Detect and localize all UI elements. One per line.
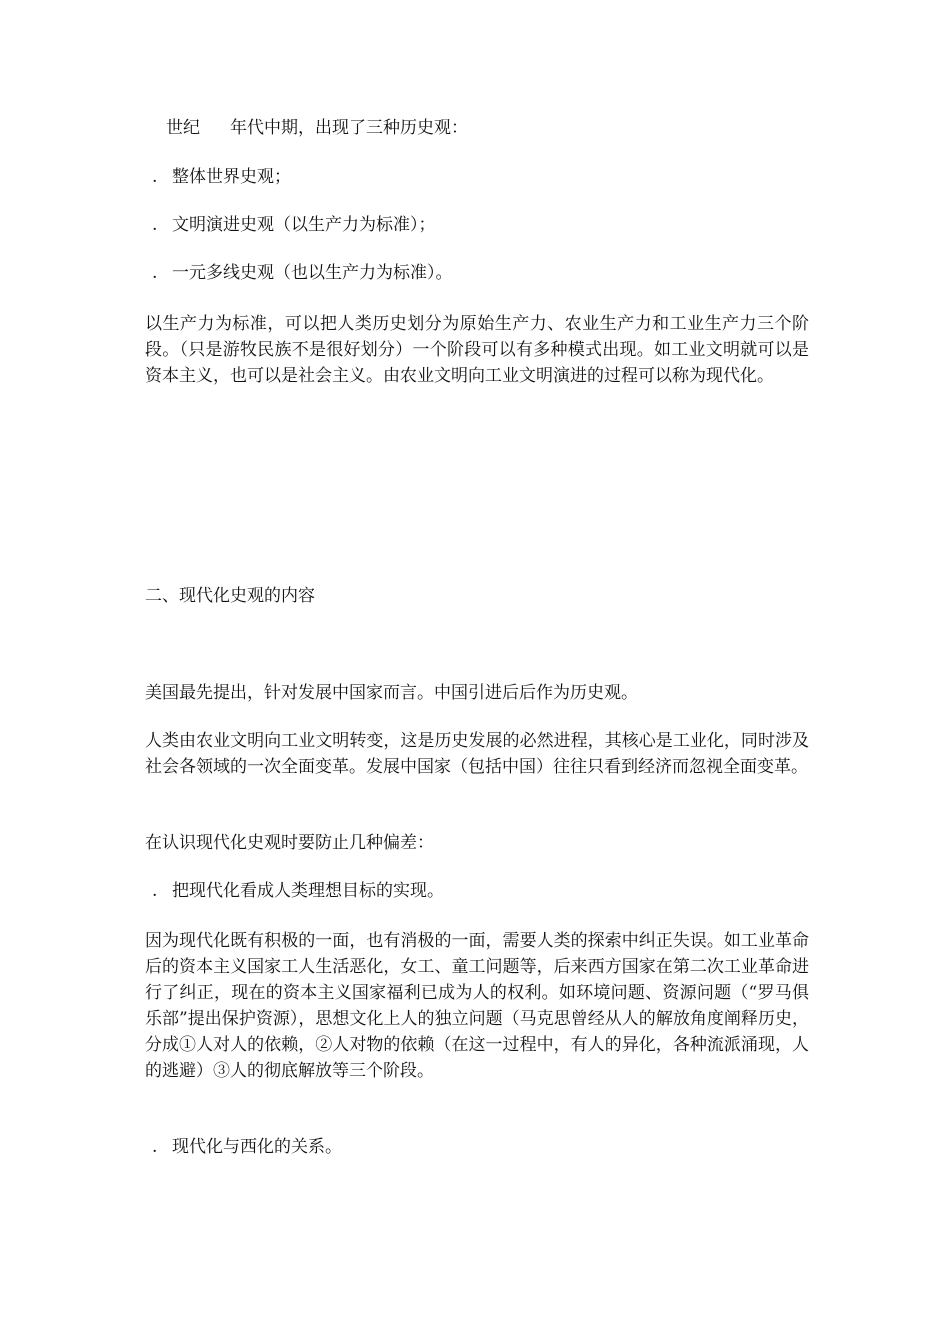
- list-item: [152, 260, 453, 286]
- paragraph-origin: 美国最先提出，针对发展中国家而言。中国引进后后作为历史观。: [145, 683, 638, 703]
- list-marker: .: [152, 263, 158, 283]
- list-item-text: 整体世界史观；: [172, 167, 291, 187]
- intro-part1: 世纪: [166, 118, 200, 138]
- paragraph-transition: 人类由农业文明向工业文明转变，这是历史发展的必然进程，其核心是工业化，同时涉及社会各领域的一次全面变革。发展中国家（包括中国）往往只看到经济而忽视全面变革。: [145, 731, 809, 777]
- list-item-text: 文明演进史观（以生产力为标准）；: [172, 215, 436, 235]
- list-item-text: 一元多线史观（也以生产力为标准）。: [172, 263, 453, 283]
- intro-part2: 年代中期，出现了三种历史观：: [230, 118, 468, 138]
- list-marker: .: [152, 1137, 158, 1157]
- intro-line: [166, 115, 468, 141]
- list-item: [152, 212, 436, 238]
- list-item: [152, 878, 444, 904]
- list-marker: .: [152, 215, 158, 235]
- list-item-text: 现代化与西化的关系。: [172, 1137, 342, 1157]
- list-marker: .: [152, 167, 158, 187]
- paragraph-deviations-intro: 在认识现代化史观时要防止几种偏差：: [145, 833, 434, 853]
- paragraph-explanation: 因为现代化既有积极的一面，也有消极的一面，需要人类的探索中纠正失误。如工业革命后的资本主义国家工人生活恶化，女工、童工问题等，后来西方国家在第二次工业革命进行了纠正，现在的资本主义国家福利已成为人的权利。如环境问题、资源问题（“罗马俱乐部”提出保护资源），思想文化上人的独立问题（马克思曾经从人的解放角度阐释历史，分成①人对人的依赖，②人对物的依赖（在这一过程中，有人的异化，各种流派涌现，人的逃避）③人的彻底解放等三个阶段。: [145, 931, 809, 1081]
- list-item: [152, 1134, 342, 1160]
- list-marker: .: [152, 881, 158, 901]
- list-item-text: 把现代化看成人类理想目标的实现。: [172, 881, 444, 901]
- paragraph-productivity: 以生产力为标准，可以把人类历史划分为原始生产力、农业生产力和工业生产力三个阶段。（只是游牧民族不是很好划分）一个阶段可以有多种模式出现。如工业文明就可以是资本主义，也可以是社会主义。由农业文明向工业文明演进的过程可以称为现代化。: [145, 314, 809, 386]
- section-heading: 二、现代化史观的内容: [145, 586, 315, 606]
- list-item: [152, 164, 291, 190]
